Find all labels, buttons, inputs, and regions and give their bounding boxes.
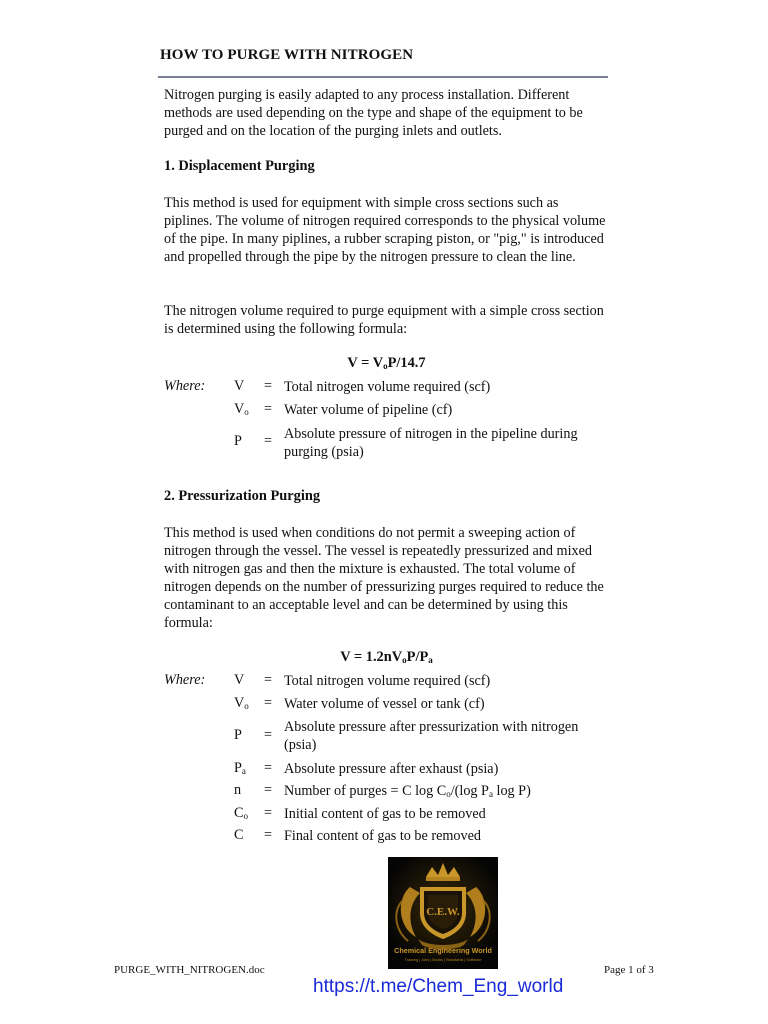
- telegram-link[interactable]: https://t.me/Chem_Eng_world: [313, 976, 564, 997]
- s1-def-text: Absolute pressure of nitrogen in the pipeline during purging (psia): [284, 426, 578, 460]
- s2-def-equals: =: [264, 695, 273, 711]
- intro-paragraph: Nitrogen purging is easily adapted to any process installation. Different methods are used depending on the type and shape of the equipment to be purged and on the location of the purging inlets and outlets.: [164, 87, 583, 139]
- cew-crest-icon: [388, 857, 498, 969]
- s2-def-symbol: n: [234, 782, 242, 798]
- section1-where-label: Where:: [164, 378, 206, 394]
- s2-def-text: Total nitrogen volume required (scf): [284, 673, 491, 689]
- s2-def-text: Final content of gas to be removed: [284, 828, 481, 844]
- s1-def-equals: =: [264, 433, 273, 449]
- formula2-part-b: P/P: [406, 649, 429, 665]
- s2-def-equals: =: [264, 827, 273, 843]
- s1-def-symbol: P: [234, 433, 242, 449]
- formula2-sub-1: o: [402, 655, 407, 665]
- section1-paragraph-2: The nitrogen volume required to purge equipment with a simple cross section is determined using the following formula:: [164, 303, 604, 337]
- s2-def-equals: =: [264, 782, 273, 798]
- s2-def-symbol: C: [234, 827, 244, 843]
- footer-page-number: Page 1 of 3: [604, 964, 654, 976]
- s2-def-symbol: $P_a$: [234, 760, 246, 776]
- s1-def-symbol: $V_o$: [234, 401, 249, 417]
- formula2-sub-2: a: [428, 655, 433, 665]
- formula1-part-b: P/14.7: [387, 355, 426, 371]
- section1-paragraph-1: This method is used for equipment with simple cross sections such as piplines. The volume of nitrogen required corresponds to the physical volume of the pipe. In many piplines, a rubber scraping piston, or "pig," is introduced and propelled through the pipe by the nitrogen pressure to clean the line.: [164, 195, 606, 265]
- section2-paragraph: This method is used when conditions do not permit a sweeping action of nitrogen through the vessel. The vessel is repeatedly pressurized and mixed with nitrogen gas and then the mixture is exhausted. The total volume of nitrogen depends on the number of pressurizing purges required to reduce the contaminant to an acceptable level and can be determined by using this formula:: [164, 525, 604, 631]
- s2-def-text: Initial content of gas to be removed: [284, 806, 486, 822]
- s2-def-text: Absolute pressure after pressurization with nitrogen (psia): [284, 719, 579, 753]
- s1-def-text: Water volume of pipeline (cf): [284, 402, 453, 418]
- s2-def-symbol: $V_o$: [234, 695, 249, 711]
- s2-def-equals: =: [264, 760, 273, 776]
- section2-heading: 2. Pressurization Purging: [164, 488, 321, 504]
- logo-initials: C.E.W.: [426, 906, 460, 918]
- footer-filename: PURGE_WITH_NITROGEN.doc: [114, 964, 265, 976]
- s2-def-equals: =: [264, 805, 273, 821]
- section2-formula: [164, 649, 609, 666]
- formula1-sub: o: [383, 361, 388, 371]
- s1-def-equals: =: [264, 378, 273, 394]
- s2-def-symbol: P: [234, 727, 242, 743]
- s1-def-symbol: V: [234, 378, 245, 394]
- document-title: HOW TO PURGE WITH NITROGEN: [160, 47, 414, 63]
- s2-def-symbol: $C_o$: [234, 805, 248, 821]
- title-divider: [158, 76, 608, 78]
- formula2-part-a: V = 1.2nV: [340, 649, 403, 665]
- logo-tagline: Training | Jobs | Books | Standards | Software: [404, 958, 482, 962]
- section1-heading: 1. Displacement Purging: [164, 158, 315, 174]
- section2-where-label: Where:: [164, 672, 206, 688]
- s1-def-equals: =: [264, 401, 273, 417]
- s1-def-text: Total nitrogen volume required (scf): [284, 379, 491, 395]
- s2-def-equals: =: [264, 672, 273, 688]
- s2-def-equals: =: [264, 727, 273, 743]
- logo-name: Chemical Engineering World: [394, 946, 492, 955]
- s2-def-symbol: V: [234, 672, 245, 688]
- section1-formula: [164, 355, 609, 372]
- s2-def-text: Absolute pressure after exhaust (psia): [284, 761, 499, 777]
- s2-def-text: Number of purges = C $\log C_o/(\log$ $P_a$ log P): [284, 783, 531, 799]
- cew-logo: [388, 857, 498, 969]
- s2-def-text: Water volume of vessel or tank (cf): [284, 696, 485, 712]
- formula1-part-a: V = V: [347, 355, 384, 371]
